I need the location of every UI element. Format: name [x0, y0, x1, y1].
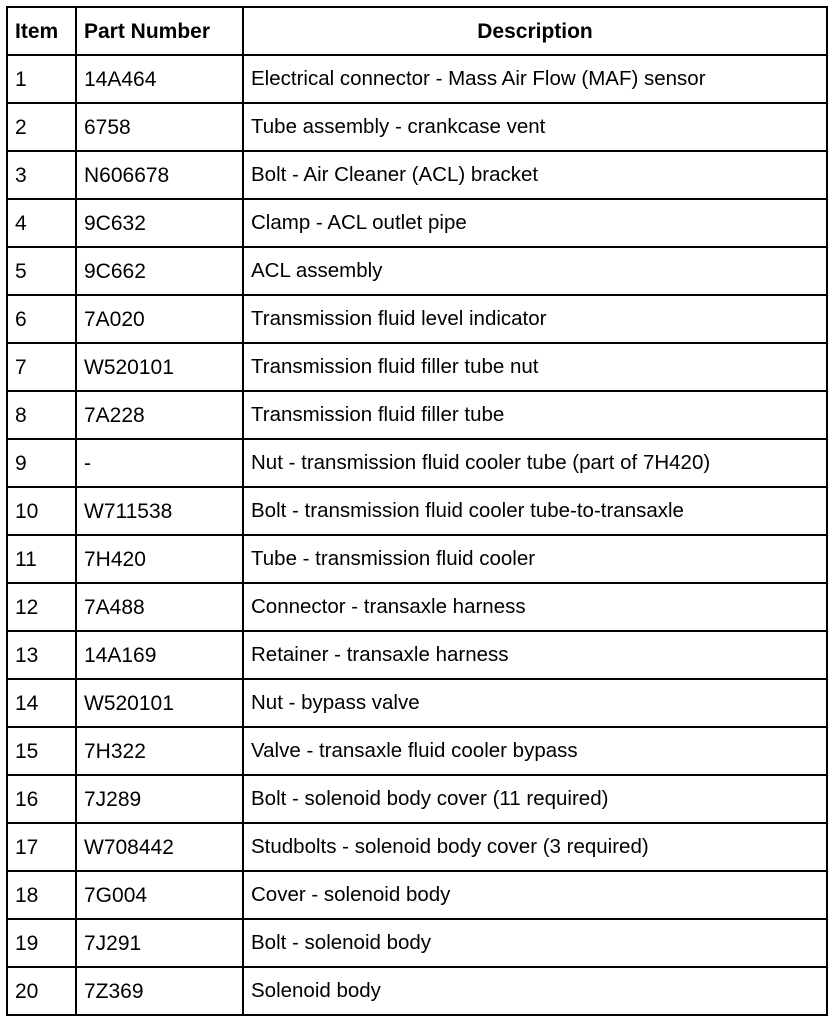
- cell-description: Bolt - solenoid body cover (11 required): [243, 775, 827, 823]
- cell-description: Connector - transaxle harness: [243, 583, 827, 631]
- table-row: [7, 871, 827, 919]
- table-row: [7, 199, 827, 247]
- cell-description: Transmission fluid filler tube: [243, 391, 827, 439]
- cell-description: Bolt - Air Cleaner (ACL) bracket: [243, 151, 827, 199]
- cell-part-number: 7H420: [76, 535, 243, 583]
- cell-item: 10: [7, 487, 76, 535]
- cell-description: ACL assembly: [243, 247, 827, 295]
- cell-description: Transmission fluid filler tube nut: [243, 343, 827, 391]
- cell-item: 9: [7, 439, 76, 487]
- cell-description: Electrical connector - Mass Air Flow (MAF) sensor: [243, 55, 827, 103]
- cell-part-number: 7A488: [76, 583, 243, 631]
- cell-item: 8: [7, 391, 76, 439]
- cell-item: 6: [7, 295, 76, 343]
- table-row: [7, 151, 827, 199]
- cell-item: 13: [7, 631, 76, 679]
- table-row: [7, 55, 827, 103]
- cell-description: Bolt - solenoid body: [243, 919, 827, 967]
- table-row: [7, 487, 827, 535]
- cell-item: 5: [7, 247, 76, 295]
- cell-part-number: W520101: [76, 679, 243, 727]
- cell-part-number: W711538: [76, 487, 243, 535]
- cell-description: Studbolts - solenoid body cover (3 required): [243, 823, 827, 871]
- header-part-number: Part Number: [76, 7, 243, 55]
- cell-part-number: 7J289: [76, 775, 243, 823]
- cell-part-number: 7Z369: [76, 967, 243, 1015]
- cell-part-number: 14A169: [76, 631, 243, 679]
- cell-part-number: W520101: [76, 343, 243, 391]
- cell-part-number: -: [76, 439, 243, 487]
- header-item: Item: [7, 7, 76, 55]
- cell-item: 4: [7, 199, 76, 247]
- table-row: [7, 775, 827, 823]
- table-row: [7, 247, 827, 295]
- table-row: [7, 967, 827, 1015]
- cell-part-number: 7A228: [76, 391, 243, 439]
- cell-item: 20: [7, 967, 76, 1015]
- cell-part-number: 9C662: [76, 247, 243, 295]
- cell-item: 2: [7, 103, 76, 151]
- cell-part-number: 7H322: [76, 727, 243, 775]
- cell-item: 7: [7, 343, 76, 391]
- cell-description: Retainer - transaxle harness: [243, 631, 827, 679]
- cell-item: 19: [7, 919, 76, 967]
- table-row: [7, 439, 827, 487]
- cell-description: Nut - transmission fluid cooler tube (part of 7H420): [243, 439, 827, 487]
- cell-item: 18: [7, 871, 76, 919]
- cell-description: Tube - transmission fluid cooler: [243, 535, 827, 583]
- cell-part-number: 7J291: [76, 919, 243, 967]
- cell-item: 1: [7, 55, 76, 103]
- cell-item: 12: [7, 583, 76, 631]
- cell-description: Tube assembly - crankcase vent: [243, 103, 827, 151]
- cell-description: Bolt - transmission fluid cooler tube-to-transaxle: [243, 487, 827, 535]
- table-header: [7, 7, 827, 55]
- table-row: [7, 391, 827, 439]
- cell-description: Solenoid body: [243, 967, 827, 1015]
- cell-description: Nut - bypass valve: [243, 679, 827, 727]
- cell-part-number: 7A020: [76, 295, 243, 343]
- cell-description: Transmission fluid level indicator: [243, 295, 827, 343]
- table-row: [7, 727, 827, 775]
- table-row: [7, 103, 827, 151]
- cell-item: 3: [7, 151, 76, 199]
- cell-part-number: 14A464: [76, 55, 243, 103]
- header-description: Description: [243, 7, 827, 55]
- cell-item: 15: [7, 727, 76, 775]
- header-row: [7, 7, 827, 55]
- cell-description: Valve - transaxle fluid cooler bypass: [243, 727, 827, 775]
- cell-description: Clamp - ACL outlet pipe: [243, 199, 827, 247]
- cell-part-number: 6758: [76, 103, 243, 151]
- table-row: [7, 295, 827, 343]
- table-row: [7, 631, 827, 679]
- table-row: [7, 583, 827, 631]
- cell-part-number: 9C632: [76, 199, 243, 247]
- table-body: [7, 55, 827, 1015]
- table-row: [7, 679, 827, 727]
- cell-part-number: W708442: [76, 823, 243, 871]
- cell-part-number: 7G004: [76, 871, 243, 919]
- cell-item: 14: [7, 679, 76, 727]
- parts-table: [6, 6, 828, 1016]
- table-row: [7, 919, 827, 967]
- table-row: [7, 343, 827, 391]
- table-row: [7, 823, 827, 871]
- cell-item: 11: [7, 535, 76, 583]
- cell-part-number: N606678: [76, 151, 243, 199]
- cell-item: 17: [7, 823, 76, 871]
- cell-description: Cover - solenoid body: [243, 871, 827, 919]
- cell-item: 16: [7, 775, 76, 823]
- table-row: [7, 535, 827, 583]
